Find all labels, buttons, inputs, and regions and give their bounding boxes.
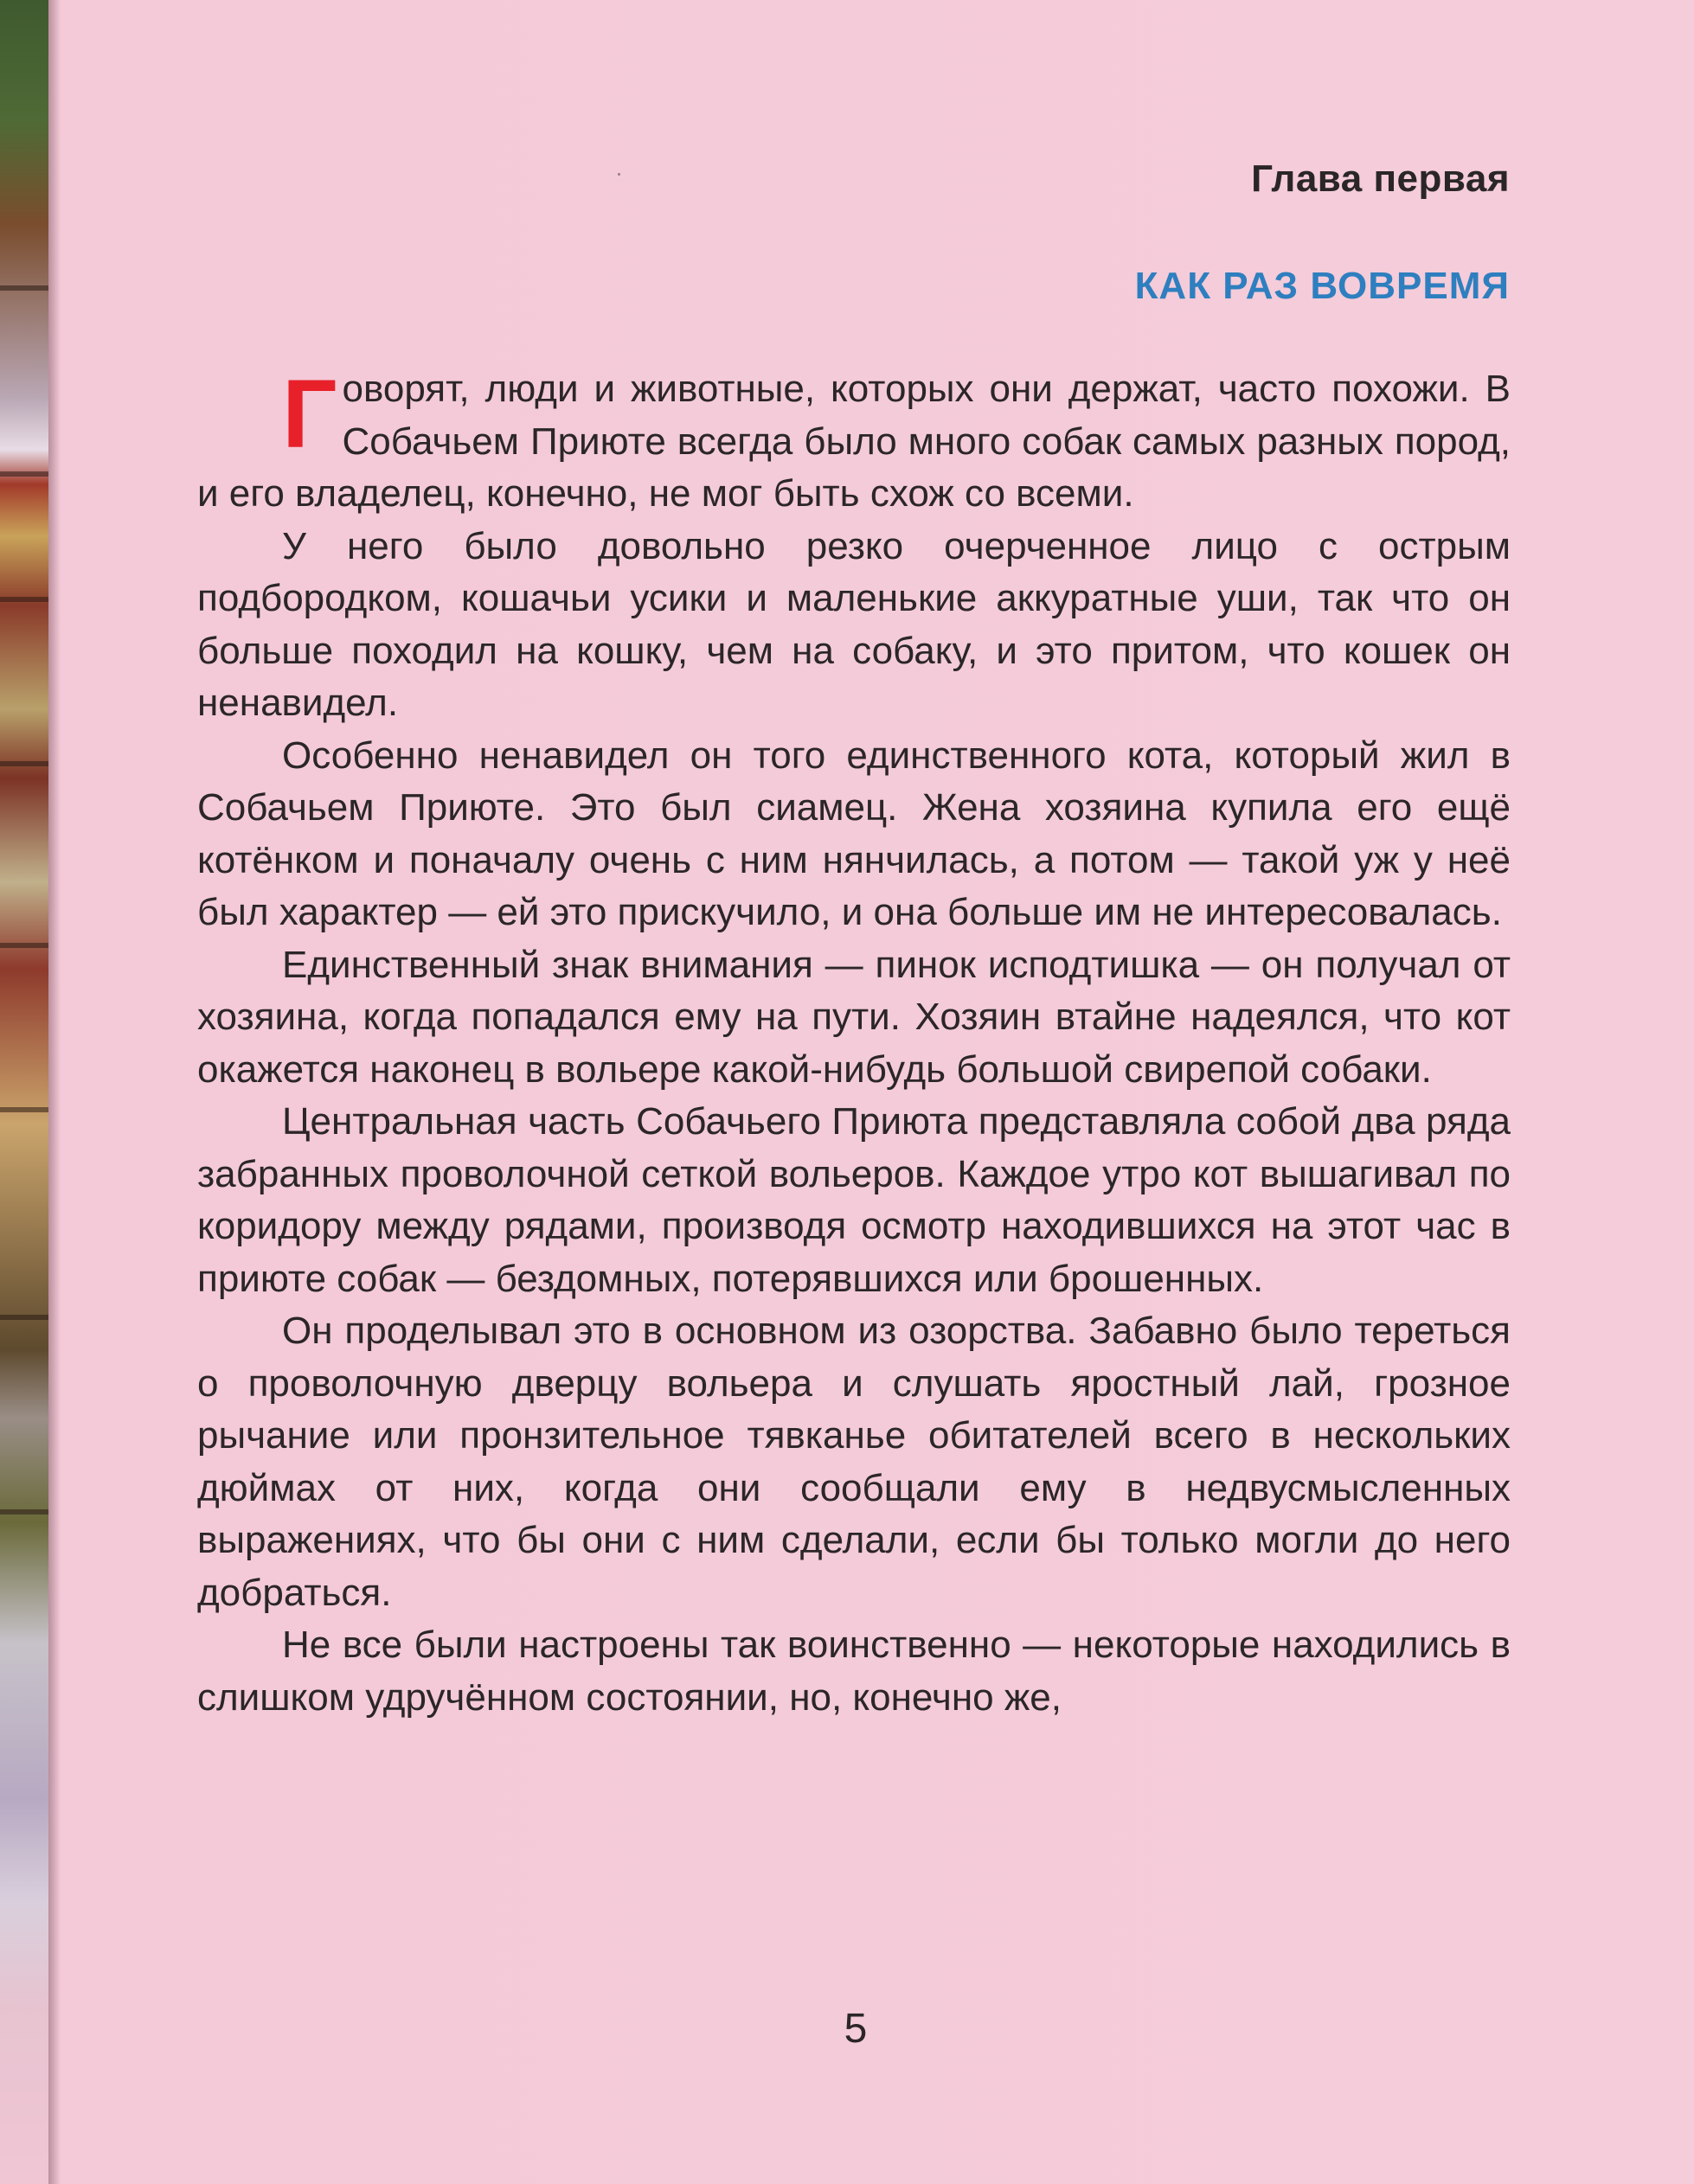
- paragraph-5: Центральная часть Собачьего Приюта представляла собой два ряда забранных проволочной сеткой вольеров. Каждое утро кот вышагивал по коридору между рядами, производя осмотр находившихся на этот час в приюте собак — бездомных, потерявшихся или брошенных.: [197, 1100, 1511, 1300]
- paragraph-6: Он проделывал это в основном из озорства. Забавно было тереться о проволочную дверцу вольера и слушать яростный лай, грозное рычание или пронзительное тявканье обитателей всего в нескольких дюймах от них, когда они сообщали ему в недвусмысленных выражениях, что бы они с ним сделали, если бы только могли до него добраться.: [197, 1310, 1511, 1614]
- paragraph-4: Единственный знак внимания — пинок исподтишка — он получал от хозяина, когда попадался ему на пути. Хозяин втайне надеялся, что кот окажется наконец в вольере какой-нибудь большой свирепой собаки.: [197, 943, 1511, 1091]
- previous-page-illustration-edge: [0, 0, 48, 2184]
- paragraph-7: Не все были настроены так воинственно — некоторые находились в слишком удручённом состоянии, но, конечно же,: [197, 1624, 1511, 1719]
- paragraph-3: Особенно ненавидел он того единственного кота, который жил в Собачьем Приюте. Это был сиамец. Жена хозяина купила его ещё котёнком и поначалу очень с ним нянчилась, а потом — такой уж у неё был характер — ей это прискучило, и она больше им не интересовалась.: [197, 733, 1511, 933]
- drop-cap-letter: Г: [282, 360, 337, 468]
- paper-speck: [618, 173, 620, 176]
- paragraph-1: [197, 360, 1511, 521]
- page-number: 5: [844, 2006, 868, 2052]
- paragraph-1-text: оворят, люди и животные, которых они держат, часто похожи. В Собачьем Приюте всегда было много собак самых разных пород, и его владелец, конечно, не мог быть схож со всеми.: [197, 368, 1511, 515]
- paragraph-2: У него было довольно резко очерченное лицо с острым подбородком, кошачьи усики и маленькие аккуратные уши, так что он больше походил на кошку, чем на собаку, и это притом, что кошек он ненавидел.: [197, 524, 1511, 724]
- page-gutter-shadow: [48, 0, 61, 2184]
- chapter-body-text: [197, 360, 1511, 1724]
- chapter-title: КАК РАЗ ВОВРЕМЯ: [1134, 265, 1510, 307]
- chapter-label: Глава первая: [1251, 157, 1510, 200]
